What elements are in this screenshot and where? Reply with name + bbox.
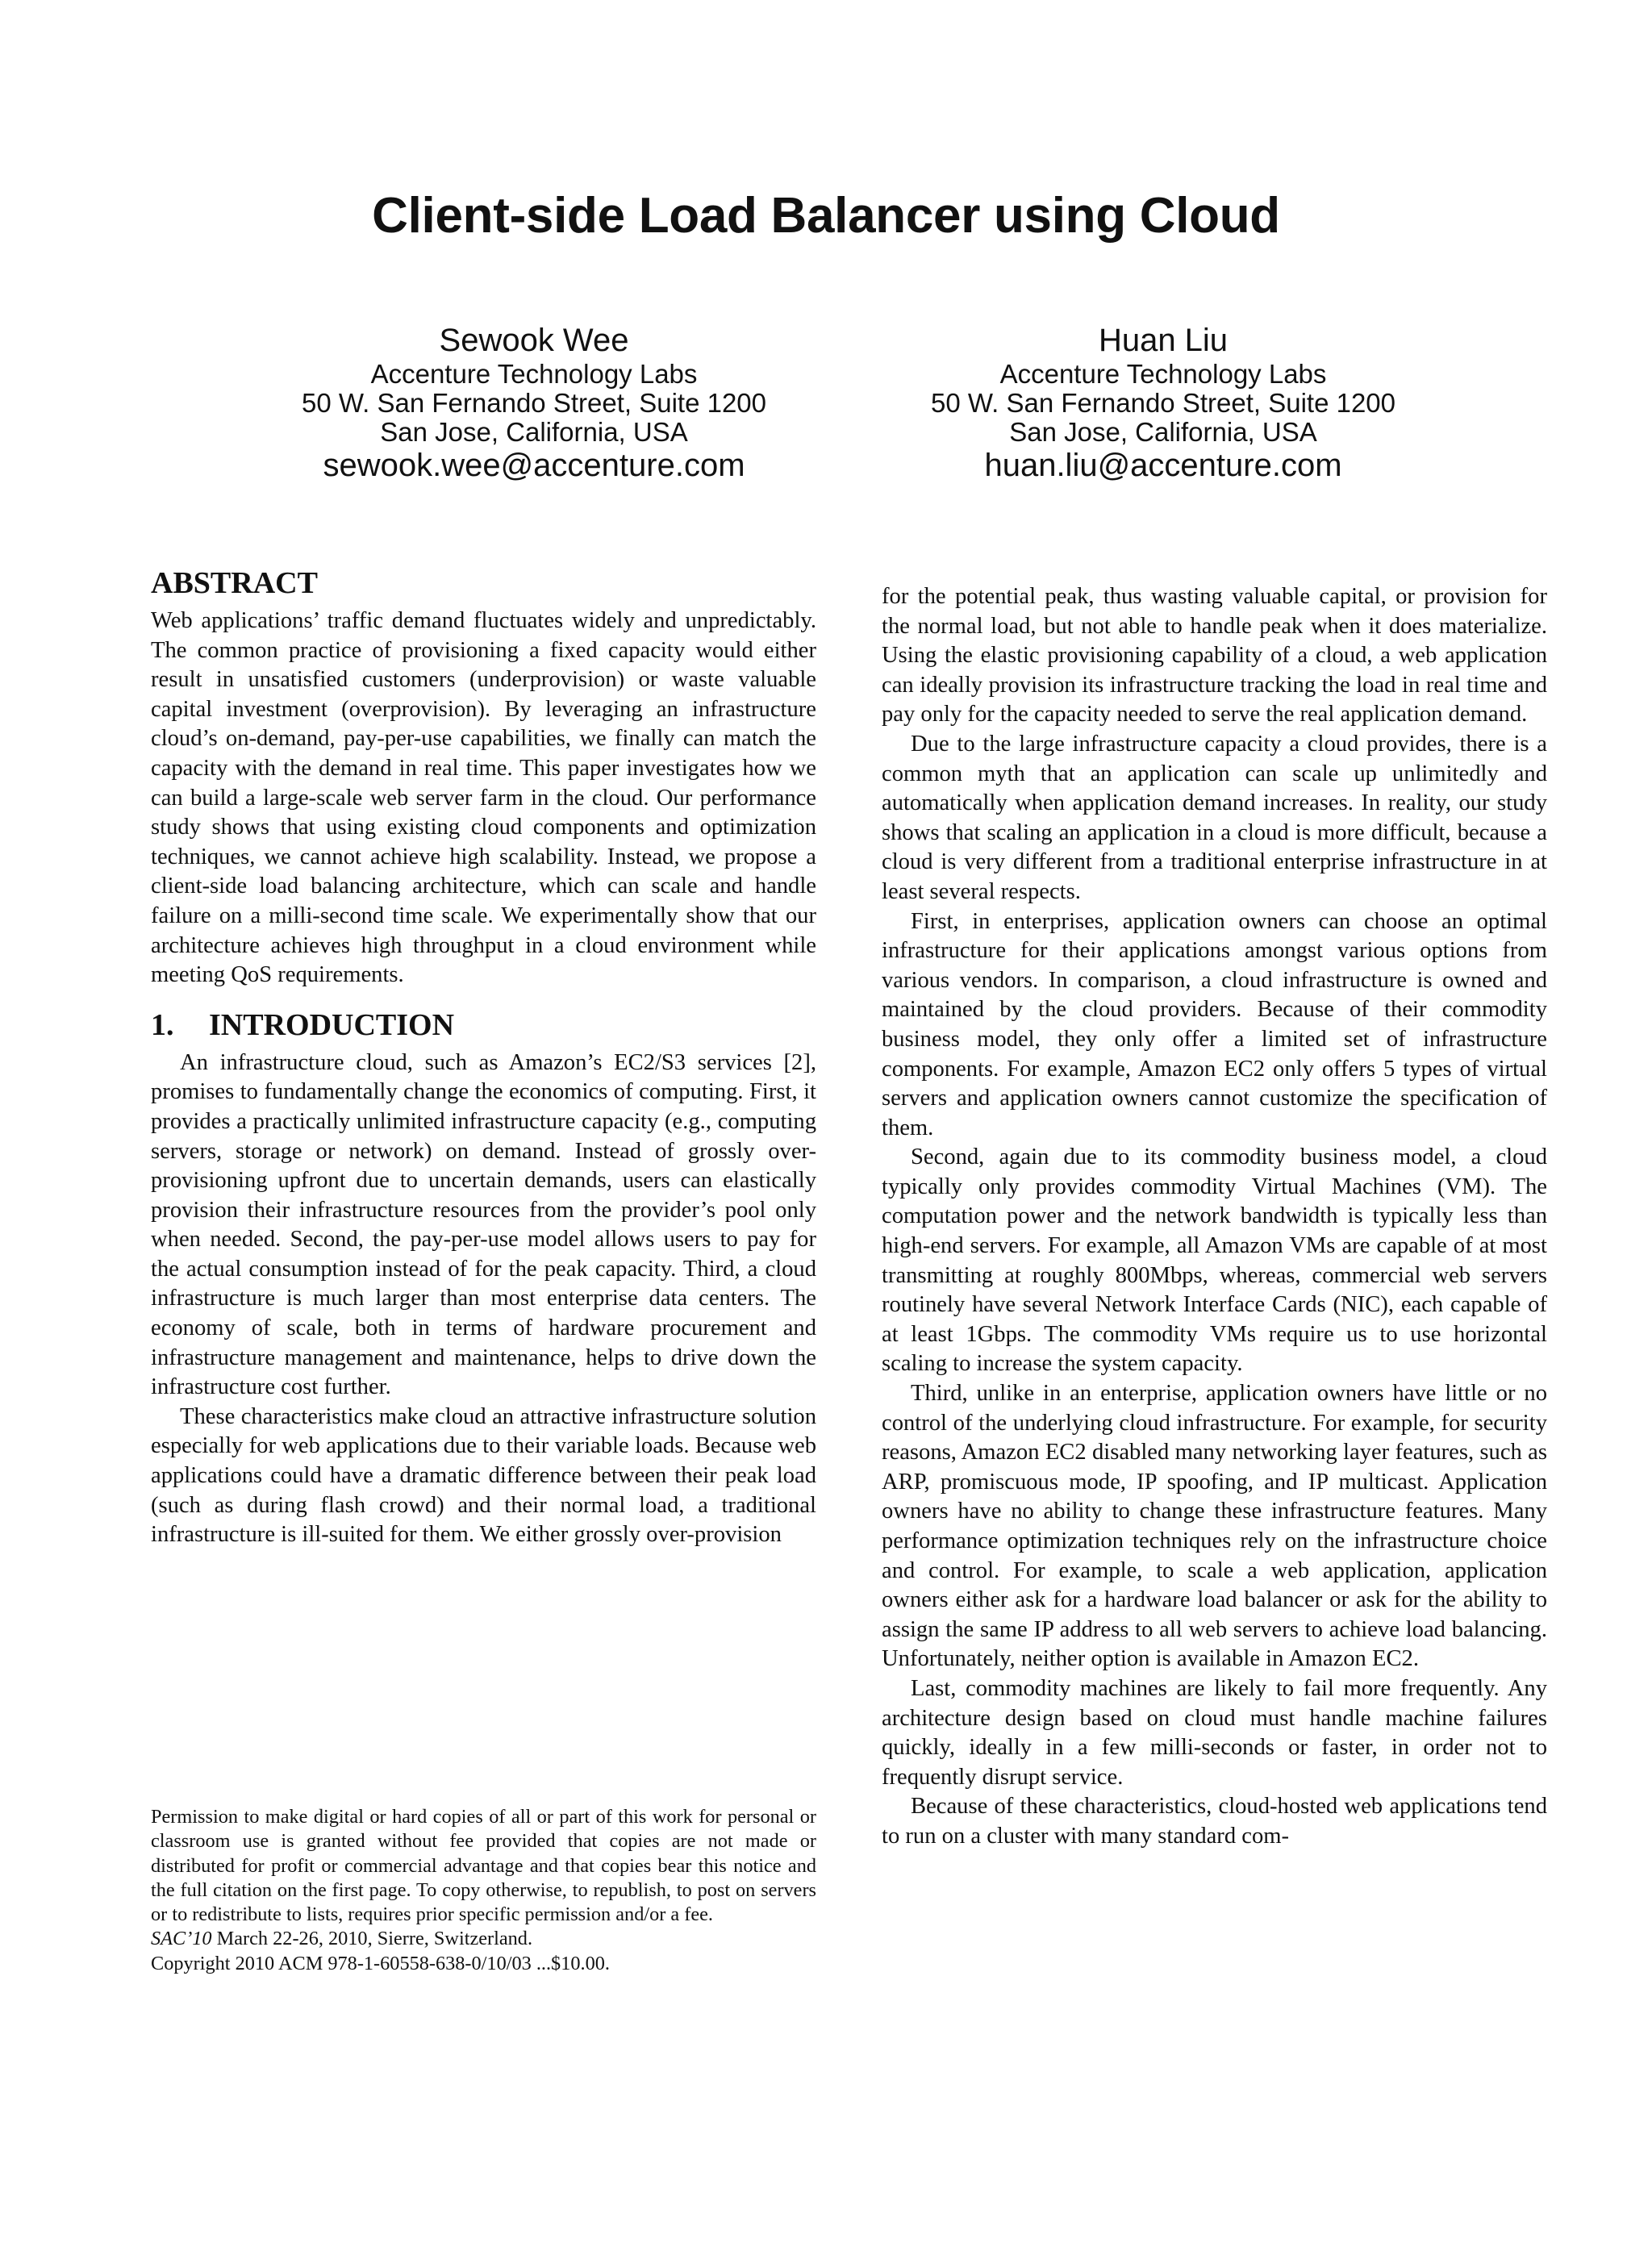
abstract-text: Web applications’ traffic demand fluctuates widely and unpredictably. The common practice of provisioning a fixed capacity would either result in unsatisfied customers (underprovision) or waste valuable capital investment (overprovision). By leveraging an infrastructure cloud’s on-demand, pay-per-use capabilities, we finally can match the capacity with the demand in real time. This paper investigates how we can build a large-scale web server farm in the cloud. Our performance study shows that using existing cloud components and optimization techniques, we cannot achieve high scalability. Instead, we propose a client-side load balancing architecture, which can scale and handle failure on a milli-second time scale. We experimentally show that our architecture achieves high throughput in a cloud environment while meeting QoS requirements. [151,608,816,988]
right-column [882,582,1547,1852]
author-address: San Jose, California, USA [1009,417,1317,447]
author-email: sewook.wee@accenture.com [323,448,745,483]
author-affiliation: Accenture Technology Labs [370,359,698,389]
intro-paragraph: These characteristics make cloud an attractive infrastructure solution especially for web applications due to their variable loads. Because web applications could have a dramatic difference between their peak load (such as during flash crowd) and their normal load, a traditional infrastructure is ill-suited for them. We either grossly over-provision [151,1403,816,1548]
author-block-1 [227,321,841,484]
introduction-heading [151,1007,816,1044]
intro-paragraph: Last, commodity machines are likely to fail more frequently. Any architecture design based on cloud must handle machine failures quickly, ideally in a few milli-seconds or faster, in order not to frequently disrupt service. [882,1675,1547,1790]
intro-paragraph: Because of these characteristics, cloud-hosted web applications tend to run on a cluster with many standard com- [882,1794,1547,1849]
permission-text: Permission to make digital or hard copies of all or part of this work for personal or classroom use is granted without fee provided that copies are not made or distributed for profit or commercial advantage and that copies bear this notice and the full citation on the first page. To copy otherwise, to republish, to post on servers or to redistribute to lists, requires prior specific permission and/or a fee. [151,1806,816,1926]
conference-details: March 22-26, 2010, Sierre, Switzerland. [211,1928,533,1950]
left-column [151,565,816,1550]
author-email: huan.liu@accenture.com [984,448,1342,483]
intro-paragraph-continued: for the potential peak, thus wasting valuable capital, or provision for the normal load, but not able to handle peak when it does materialize. Using the elastic provisioning capability of a cloud, a web application can ideally provision its infrastructure tracking the load in real time and pay only for the capacity needed to serve the real application demand. [882,584,1547,728]
intro-paragraph: Second, again due to its commodity business model, a cloud typically only provides commodity Virtual Machines (VM). The computation power and the network bandwidth is typically less than high-end servers. For example, all Amazon VMs are capable of at most transmitting at roughly 800Mbps, whereas, commercial web servers routinely have several Network Interface Cards (NIC), each capable of at least 1Gbps. The commodity VMs require us to use horizontal scaling to increase the system capacity. [882,1144,1547,1377]
author-address: San Jose, California, USA [380,417,688,447]
author-name: Huan Liu [1098,323,1229,358]
intro-paragraph: Due to the large infrastructure capacity a cloud provides, there is a common myth that an application can scale up unlimitedly and automatically when application demand increases. In reality, our study shows that scaling an application in a cloud is more difficult, because a cloud is very different from a traditional enterprise infrastructure in at least several respects. [882,731,1547,904]
author-name: Sewook Wee [439,323,629,358]
author-affiliation: Accenture Technology Labs [999,359,1327,389]
section-number: 1. [151,1007,174,1042]
abstract-heading: ABSTRACT [151,566,318,600]
paper-title: Client-side Load Balancer using Cloud [372,188,1280,244]
intro-paragraph: First, in enterprises, application owners can choose an optimal infrastructure for their applications amongst various options from various vendors. In comparison, a cloud infrastructure is owned and maintained by the cloud providers. Because of their commodity business model, they only offer a limited set of infrastructure components. For example, Amazon EC2 only offers 5 types of virtual servers and application owners cannot customize the specification of them. [882,908,1547,1140]
conference-name: SAC’10 [151,1928,212,1950]
section-title: INTRODUCTION [209,1007,455,1042]
author-block-2 [857,321,1470,484]
conference-line [151,1927,816,1951]
permission-notice [151,1805,816,1976]
intro-paragraph: An infrastructure cloud, such as Amazon’s EC2/S3 services [2], promises to fundamentally change the economics of computing. First, it provides a practically unlimited infrastructure capacity (e.g., computing servers, storage or network) on demand. Instead of grossly over-provisioning upfront due to uncertain demands, users can elastically provision their infrastructure resources from the provider’s pool only when needed. Second, the pay-per-use model allows users to pay for the actual consumption instead of for the peak capacity. Third, a cloud infrastructure is much larger than most enterprise data centers. The economy of scale, both in terms of hardware procurement and infrastructure management and maintenance, helps to drive down the infrastructure cost further. [151,1049,816,1400]
author-address: 50 W. San Fernando Street, Suite 1200 [930,388,1396,418]
copyright-line: Copyright 2010 ACM 978-1-60558-638-0/10/03 ...$10.00. [151,1952,610,1974]
author-address: 50 W. San Fernando Street, Suite 1200 [301,388,767,418]
intro-paragraph: Third, unlike in an enterprise, application owners have little or no control of the underlying cloud infrastructure. For example, for security reasons, Amazon EC2 disabled many networking layer features, such as ARP, promiscuous mode, IP spoofing, and IP multicast. Application owners have no ability to change these infrastructure features. Many performance optimization techniques rely on the infrastructure choice and control. For example, to scale a web application, application owners either ask for a hardware load balancer or ask for the ability to assign the same IP address to all web servers to achieve load balancing. Unfortunately, neither option is available in Amazon EC2. [882,1381,1547,1672]
